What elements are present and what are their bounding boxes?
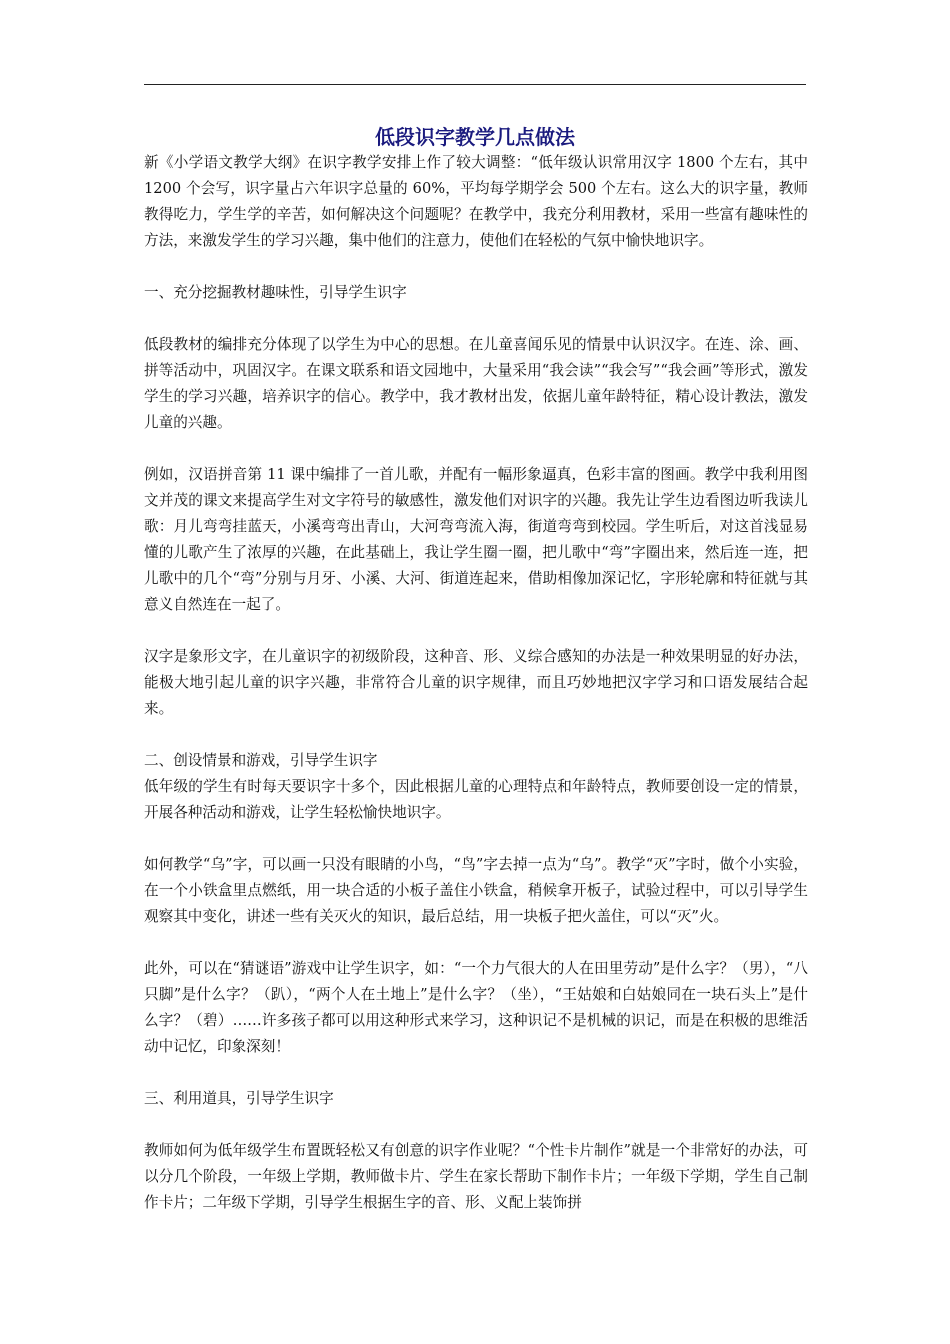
document-title: 低段识字教学几点做法 xyxy=(375,125,575,149)
body-paragraph: 如何教学“乌”字，可以画一只没有眼睛的小鸟，“鸟”字去掉一点为“乌”。教学“灭”字时，做个小实验，在一个小铁盒里点燃纸，用一块合适的小板子盖住小铁盒，稍候拿开板子，试验过程中，可以引导学生观察其中变化，讲述一些有关灭火的知识，最后总结，用一块板子把火盖住，可以“灭”火。 xyxy=(144,856,808,925)
body-paragraph: 低段教材的编排充分体现了以学生为中心的思想。在儿童喜闻乐见的情景中认识汉字。在连、涂、画、拼等活动中，巩固汉字。在课文联系和语文园地中，大量采用“我会读”“我会写”“我会画”等形式，激发学生的学习兴趣，培养识字的信心。教学中，我才教材出发，依据儿童年龄特征，精心设计教法，激发儿童的兴趣。 xyxy=(144,336,808,431)
section-heading-3: 三、利用道具，引导学生识字 xyxy=(144,1090,334,1107)
section-heading-1: 一、充分挖掘教材趣味性，引导学生识字 xyxy=(144,284,407,301)
header-rule xyxy=(144,84,806,85)
body-paragraph: 例如，汉语拼音第 11 课中编排了一首儿歌，并配有一幅形象逼真，色彩丰富的图画。教学中我利用图文并茂的课文来提高学生对文字符号的敏感性，激发他们对识字的兴趣。我先让学生边看图边听我读儿歌：月儿弯弯挂蓝天，小溪弯弯出青山，大河弯弯流入海，街道弯弯到校园。学生听后，对这首浅显易懂的儿歌产生了浓厚的兴趣，在此基础上，我让学生圈一圈，把儿歌中“弯”字圈出来，然后连一连，把儿歌中的几个“弯”分别与月牙、小溪、大河、街道连起来，借助相像加深记忆，字形轮廓和特征就与其意义自然连在一起了。 xyxy=(144,466,808,613)
body-paragraph: 教师如何为低年级学生布置既轻松又有创意的识字作业呢？“个性卡片制作”就是一个非常好的办法，可以分几个阶段，一年级上学期，教师做卡片、学生在家长帮助下制作卡片；一年级下学期，学生自己制作卡片；二年级下学期，引导学生根据生字的音、形、义配上装饰拼 xyxy=(144,1142,808,1211)
document-body xyxy=(144,150,808,1242)
body-paragraph: 汉字是象形文字，在儿童识字的初级阶段，这种音、形、义综合感知的办法是一种效果明显的好办法，能极大地引起儿童的识字兴趣，非常符合儿童的识字规律，而且巧妙地把汉字学习和口语发展结合起来。 xyxy=(144,648,808,717)
section-heading-2: 二、创设情景和游戏，引导学生识字 xyxy=(144,752,378,769)
body-paragraph: 此外，可以在“猜谜语”游戏中让学生识字，如：“一个力气很大的人在田里劳动”是什么字？（男），“八只脚”是什么字？（趴），“两个人在土地上”是什么字？（坐），“王姑娘和白姑娘同在一块石头上”是什么字？（碧）……许多孩子都可以用这种形式来学习，这种识记不是机械的识记，而是在积极的思维活动中记忆，印象深刻！ xyxy=(144,960,808,1055)
body-paragraph: 低年级的学生有时每天要识字十多个，因此根据儿童的心理特点和年龄特点，教师要创设一定的情景，开展各种活动和游戏，让学生轻松愉快地识字。 xyxy=(144,778,808,821)
intro-paragraph: 新《小学语文教学大纲》在识字教学安排上作了较大调整：“低年级认识常用汉字 1800 个左右，其中 1200 个会写，识字量占六年识字总量的 60%，平均每学期学会 500 个左右。这么大的识字量，教师教得吃力，学生学的辛苦，如何解决这个问题呢？在教学中，我充分利用教材，采用一些富有趣味性的方法，来激发学生的学习兴趣，集中他们的注意力，使他们在轻松的气氛中愉快地识字。 xyxy=(144,154,808,249)
